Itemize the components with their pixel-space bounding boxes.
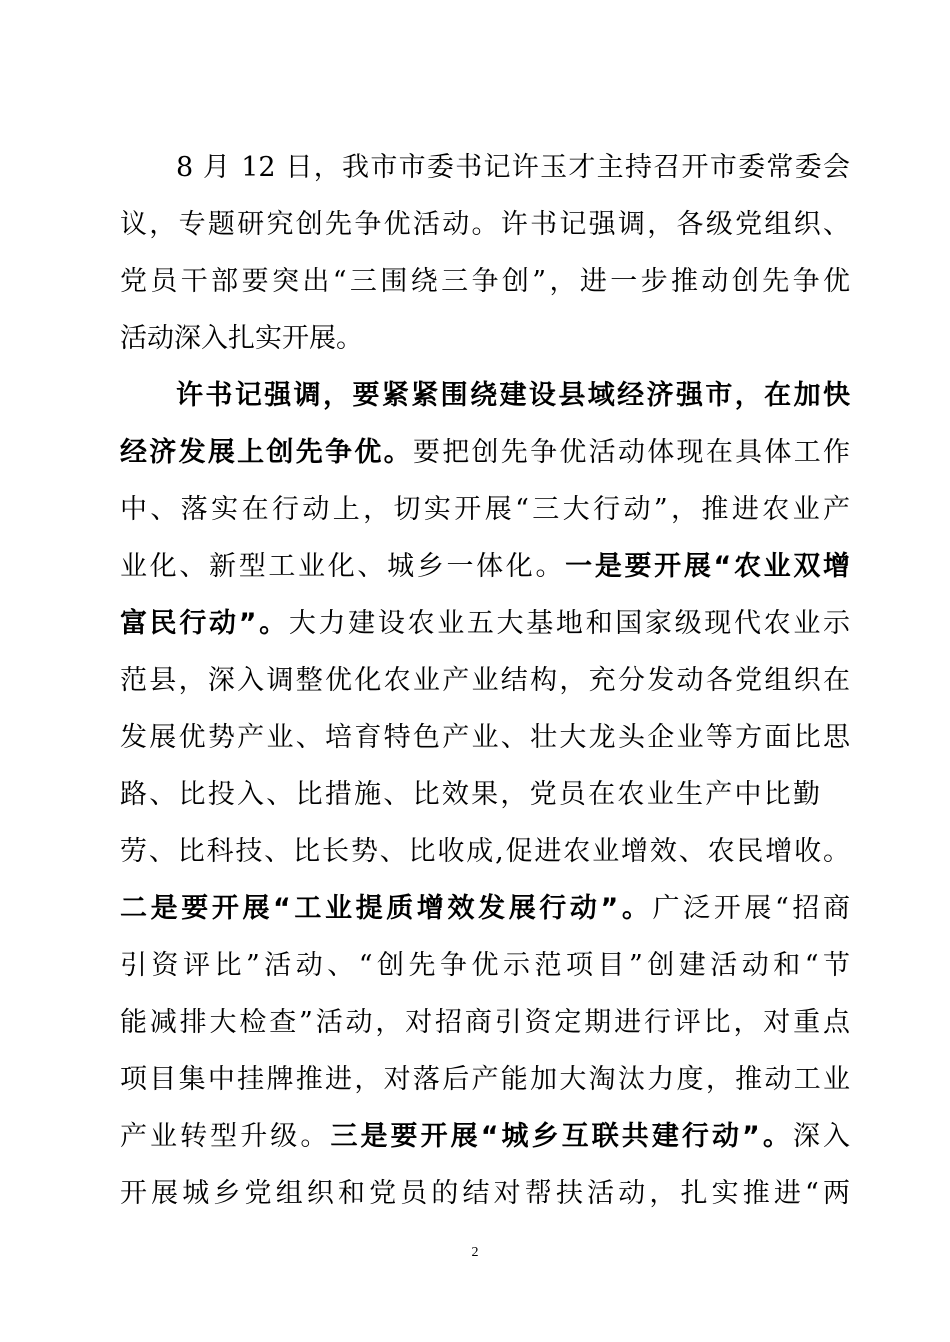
text-line-3 <box>120 258 850 306</box>
text-line-18 <box>120 1113 850 1161</box>
text-line-6 <box>120 429 850 477</box>
text-segment: 产业转型升级。 <box>120 1121 331 1152</box>
text-segment: 中、落实在行动上，切实开展“三大行动”，推进农业产 <box>120 494 850 525</box>
page-number: 2 <box>471 1245 479 1260</box>
text-segment: 大力建设农业五大基地和国家级现代农业示 <box>288 608 850 639</box>
text-line-17 <box>120 1056 850 1104</box>
text-line-15 <box>120 942 850 990</box>
text-line-19 <box>120 1170 850 1218</box>
text-line-9 <box>120 600 850 648</box>
text-segment: 开展城乡党组织和党员的结对帮扶活动，扎实推进“两 <box>120 1178 850 1209</box>
text-line-7 <box>120 486 850 534</box>
bold-text-segment: 经济发展上创先争优。 <box>120 437 413 468</box>
text-line-10 <box>120 657 850 705</box>
text-line-14 <box>120 885 850 933</box>
bold-text-segment: 许书记强调，要紧紧围绕建设县域经济强市，在加快 <box>176 380 850 411</box>
text-segment: 活动深入扎实开展。 <box>120 323 363 354</box>
text-line-16 <box>120 999 850 1047</box>
text-segment: 路、比投入、比措施、比效果，党员在农业生产中比勤 <box>120 779 820 810</box>
text-line-13 <box>120 828 850 876</box>
bold-text-segment: 二是要开展“工业提质增效发展行动”。 <box>120 893 653 924</box>
text-segment: 发展优势产业、培育特色产业、壮大龙头企业等方面比思 <box>120 722 850 753</box>
text-line-8 <box>120 543 850 591</box>
text-line-5 <box>176 372 850 420</box>
text-segment: 广泛开展“招商 <box>652 893 850 924</box>
text-line-12 <box>120 771 820 819</box>
text-segment: 深入 <box>792 1121 850 1152</box>
text-segment: 议，专题研究创先争优活动。许书记强调，各级党组织、 <box>120 209 850 240</box>
text-line-2 <box>120 201 850 249</box>
bold-text-segment: 富民行动”。 <box>120 608 289 639</box>
text-line-11 <box>120 714 850 762</box>
bold-text-segment: 三是要开展“城乡互联共建行动”。 <box>330 1121 793 1152</box>
text-line-4 <box>120 315 850 363</box>
text-segment: 业化、新型工业化、城乡一体化。 <box>120 551 566 582</box>
text-segment: 8 月 12 日，我市市委书记许玉才主持召开市委常委会 <box>176 152 850 183</box>
text-segment: 项目集中挂牌推进，对落后产能加大淘汰力度，推动工业 <box>120 1064 850 1095</box>
bold-text-segment: 一是要开展“农业双增 <box>565 551 850 582</box>
text-segment: 范县，深入调整优化农业产业结构，充分发动各党组织在 <box>120 665 850 696</box>
text-segment: 要把创先争优活动体现在具体工作 <box>412 437 851 468</box>
text-segment: 引资评比”活动、“创先争优示范项目”创建活动和“节 <box>120 950 850 981</box>
text-line-1 <box>176 144 850 192</box>
text-segment: 劳、比科技、比长势、比收成,促进农业增效、农民增收。 <box>120 836 850 867</box>
text-segment: 能减排大检查”活动，对招商引资定期进行评比，对重点 <box>120 1007 850 1038</box>
text-segment: 党员干部要突出“三围绕三争创”，进一步推动创先争优 <box>120 266 850 297</box>
